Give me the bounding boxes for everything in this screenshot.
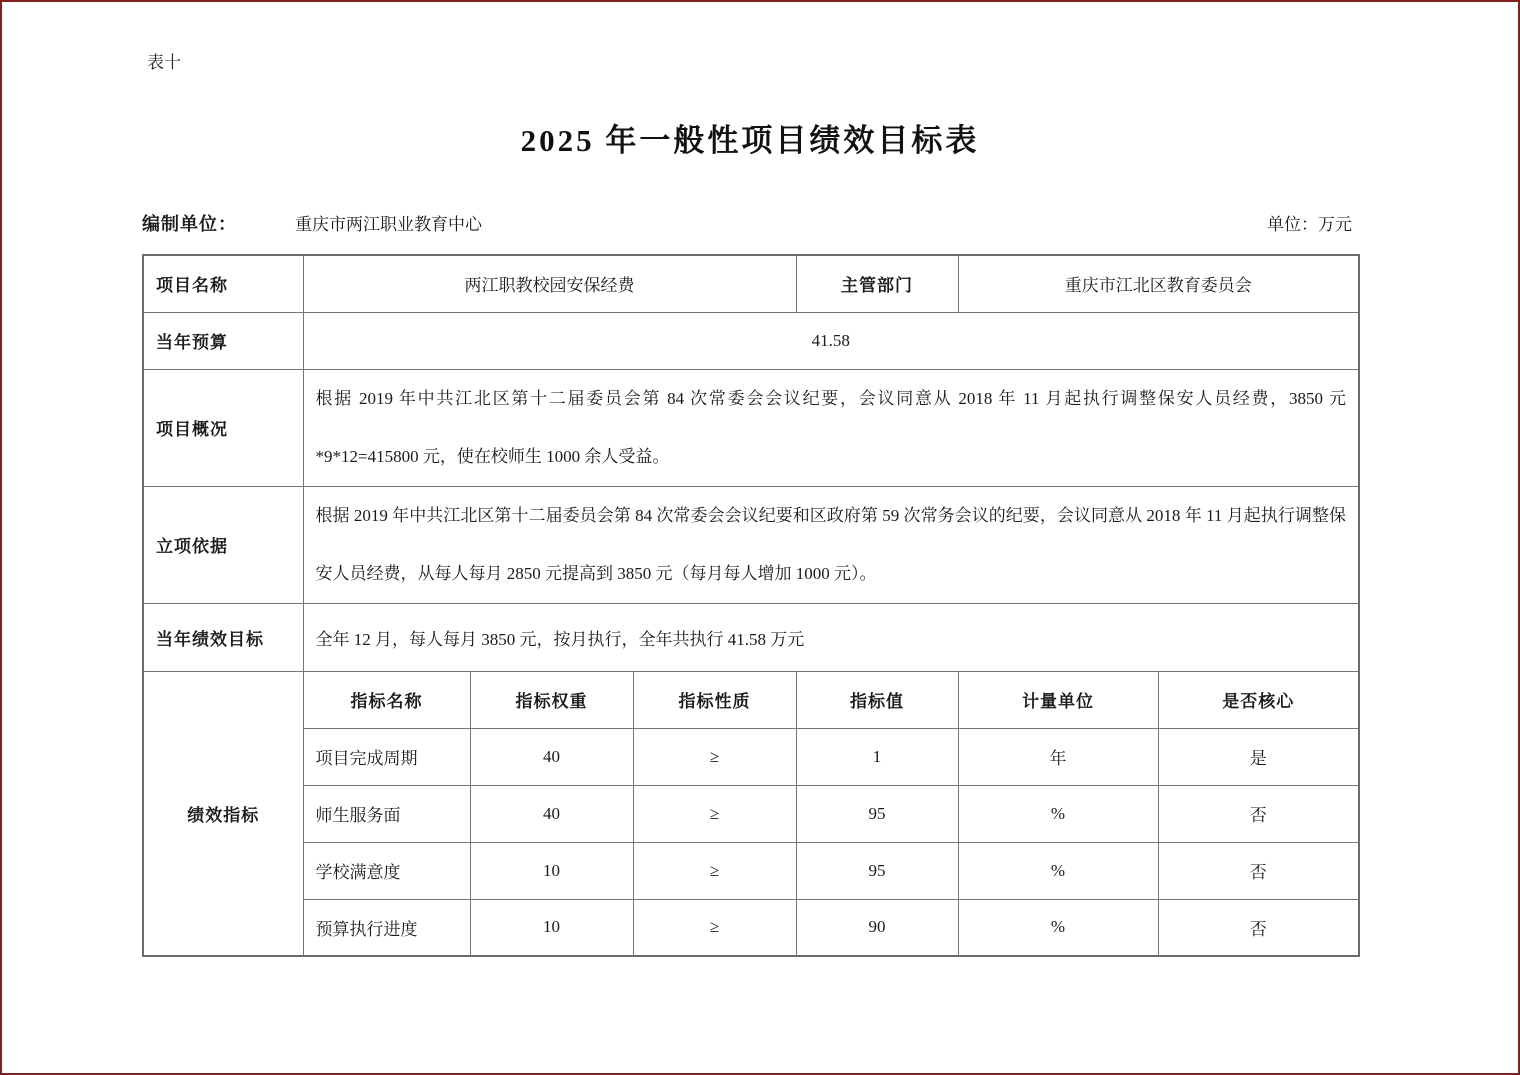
- indicator-header-row: [143, 671, 1359, 728]
- indicator-row: [143, 842, 1359, 899]
- goal-label: 当年绩效目标: [143, 603, 303, 671]
- indicator-core: 否: [1158, 899, 1359, 956]
- basis-text: 根据 2019 年中共江北区第十二届委员会第 84 次常委会会议纪要和区政府第 59 次常务会议的纪要，会议同意从 2018 年 11 月起执行调整保安人员经费，从每人每月 2850 元提高到 3850 元（每月每人增加 1000 元）。: [303, 486, 1359, 603]
- indicator-header-nature: 指标性质: [633, 671, 796, 728]
- indicator-nature: ≥: [633, 842, 796, 899]
- indicator-core: 否: [1158, 842, 1359, 899]
- meta-row: [142, 210, 1358, 236]
- indicator-name: 学校满意度: [303, 842, 470, 899]
- indicator-value: 95: [796, 785, 958, 842]
- indicator-weight: 40: [470, 728, 633, 785]
- prepared-by-label: 编制单位：: [142, 214, 237, 234]
- budget-value: 41.58: [303, 312, 1359, 369]
- budget-label: 当年预算: [143, 312, 303, 369]
- indicator-weight: 10: [470, 899, 633, 956]
- indicator-nature: ≥: [633, 728, 796, 785]
- indicator-core: 否: [1158, 785, 1359, 842]
- dept-label: 主管部门: [796, 255, 958, 312]
- table-row: [143, 603, 1359, 671]
- doc-tag: 表十: [147, 53, 181, 72]
- indicator-weight: 10: [470, 842, 633, 899]
- indicator-core: 是: [1158, 728, 1359, 785]
- indicator-row: [143, 899, 1359, 956]
- indicator-nature: ≥: [633, 785, 796, 842]
- indicator-unit: 年: [958, 728, 1158, 785]
- indicator-weight: 40: [470, 785, 633, 842]
- project-name-value: 两江职教校园安保经费: [303, 255, 796, 312]
- indicator-header-unit: 计量单位: [958, 671, 1158, 728]
- indicator-name: 师生服务面: [303, 785, 470, 842]
- indicator-header-weight: 指标权重: [470, 671, 633, 728]
- indicators-label: 绩效指标: [143, 671, 303, 956]
- table-row: [143, 255, 1359, 312]
- goal-text: 全年 12 月，每人每月 3850 元，按月执行，全年共执行 41.58 万元: [303, 603, 1359, 671]
- indicator-header-value: 指标值: [796, 671, 958, 728]
- indicator-header-core: 是否核心: [1158, 671, 1359, 728]
- indicator-header-name: 指标名称: [303, 671, 470, 728]
- indicator-row: [143, 728, 1359, 785]
- indicator-value: 1: [796, 728, 958, 785]
- unit-label: 单位：万元: [1267, 215, 1352, 234]
- indicator-unit: %: [958, 785, 1158, 842]
- performance-target-table: [142, 254, 1360, 957]
- indicator-name: 项目完成周期: [303, 728, 470, 785]
- indicator-name: 预算执行进度: [303, 899, 470, 956]
- page-title: 2025 年一般性项目绩效目标表: [520, 123, 980, 158]
- prepared-by-value: 重庆市两江职业教育中心: [295, 215, 482, 234]
- dept-value: 重庆市江北区教育委员会: [958, 255, 1359, 312]
- table-row: [143, 369, 1359, 486]
- indicator-row: [143, 785, 1359, 842]
- indicator-value: 95: [796, 842, 958, 899]
- basis-label: 立项依据: [143, 486, 303, 603]
- indicator-value: 90: [796, 899, 958, 956]
- table-row: [143, 486, 1359, 603]
- indicator-nature: ≥: [633, 899, 796, 956]
- indicator-unit: %: [958, 899, 1158, 956]
- project-name-label: 项目名称: [143, 255, 303, 312]
- table-row: [143, 312, 1359, 369]
- prepared-by: [142, 210, 482, 236]
- indicator-unit: %: [958, 842, 1158, 899]
- overview-text: 根据 2019 年中共江北区第十二届委员会第 84 次常委会会议纪要，会议同意从 2018 年 11 月起执行调整保安人员经费，3850 元*9*12=415800 元，使在校师生 1000 余人受益。: [303, 369, 1359, 486]
- document-content: [142, 2, 1358, 957]
- overview-label: 项目概况: [143, 369, 303, 486]
